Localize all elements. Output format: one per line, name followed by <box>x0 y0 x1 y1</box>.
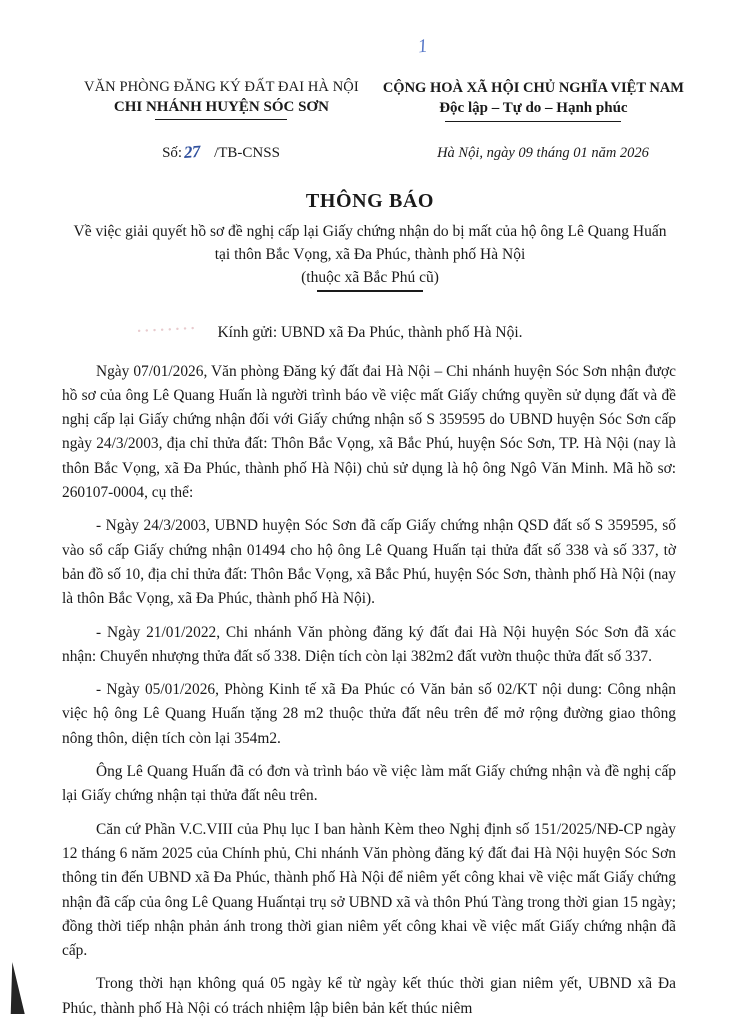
national-heading-block <box>383 78 684 122</box>
document-number-handwritten: 27 <box>183 142 201 163</box>
letterhead <box>56 0 684 122</box>
body-paragraph: Ngày 07/01/2026, Văn phòng Đăng ký đất đai Hà Nội – Chi nhánh huyện Sóc Sơn nhận được hồ sơ của ông Lê Quang Huấn là người trình báo về việc mất Giấy chứng quyền sử dụng đất và đề nghị cấp lại Giấy chứng nhận đối với Giấy chứng nhận số S 359595 do UBND huyện Sóc Sơn cấp ngày 24/3/2003, địa chỉ thửa đất: Thôn Bắc Vọng, xã Bắc Phú, huyện Sóc Sơn, TP. Hà Nội (nay là thôn Bắc Vọng, xã Đa Phúc, thành phố Hà Nội) chủ sử dụng là hộ ông Ngô Văn Minh. Mã hồ sơ: 260107-0004, cụ thể: <box>62 362 676 502</box>
title-parenthetical-wrap <box>56 266 684 291</box>
handwritten-top-mark: 1 <box>416 35 429 58</box>
national-motto: Độc lập – Tự do – Hạnh phúc <box>439 100 628 116</box>
country-name: CỘNG HOÀ XÃ HỘI CHỦ NGHĨA VIỆT NAM <box>382 80 684 96</box>
office-underline <box>155 119 287 120</box>
document-number <box>56 142 386 162</box>
document-number-suffix: /TB-CNSS <box>214 145 280 162</box>
body-paragraph: - Ngày 21/01/2022, Chi nhánh Văn phòng đăng ký đất đai Hà Nội huyện Sóc Sơn đã xác nhận: Chuyển nhượng thửa đất số 338. Diện tích còn lại 382m2 đất vườn thuộc thửa đất số 337. <box>62 623 676 665</box>
document-meta-row <box>56 142 684 162</box>
parenthetical-underline <box>317 290 423 291</box>
document-title: THÔNG BÁO <box>305 190 435 213</box>
office-branch-name: CHI NHÁNH HUYỆN SÓC SƠN <box>113 99 329 115</box>
document-subtitle: Về việc giải quyết hồ sơ đề nghị cấp lại Giấy chứng nhận do bị mất của hộ ông Lê Quang Huấn tại thôn Bắc Vọng, xã Đa Phúc, thành phố Hà Nội <box>73 223 667 264</box>
body-paragraph: - Ngày 24/3/2003, UBND huyện Sóc Sơn đã cấp Giấy chứng nhận QSD đất số S 359595, số vào sổ cấp Giấy chứng nhận 01494 cho hộ ông Lê Quang Huấn tại thửa đất số 338 và số 337, tờ bản đồ số 10, địa chỉ thửa đất: Thôn Bắc Vọng, xã Bắc Phú, huyện Sóc Sơn, thành phố Hà Nội (nay là thôn Bắc Vọng, xã Đa Phúc, thành phố Hà Nội). <box>62 517 676 608</box>
body-paragraph: Ông Lê Quang Huấn đã có đơn và trình báo về việc làm mất Giấy chứng nhận và đề nghị cấp lại Giấy chứng nhận tại thửa đất nêu trên. <box>62 763 676 805</box>
title-parenthetical: (thuộc xã Bắc Phú cũ) <box>301 269 439 287</box>
body-paragraph: Trong thời hạn không quá 05 ngày kể từ ngày kết thúc thời gian niêm yết, UBND xã Đa Phúc, thành phố Hà Nội có trách nhiệm lập biên bản kết thúc niêm <box>62 975 676 1017</box>
issuing-office-block <box>56 78 383 120</box>
body-paragraph: - Ngày 05/01/2026, Phòng Kinh tế xã Đa Phúc có Văn bản số 02/KT nội dung: Công nhận việc hộ ông Lê Quang Huấn tặng 28 m2 thuộc thửa đất nêu trên để mở rộng đường giao thông nông thôn, diện tích còn lại 354m2. <box>62 681 676 747</box>
recipient-line: Kính gửi: UBND xã Đa Phúc, thành phố Hà Nội. <box>217 323 523 341</box>
document-number-label: Số: <box>162 145 183 162</box>
office-parent-name: VĂN PHÒNG ĐĂNG KÝ ĐẤT ĐAI HÀ NỘI <box>84 79 359 95</box>
body-paragraph: Căn cứ Phần V.C.VIII của Phụ lục I ban hành Kèm theo Nghị định số 151/2025/NĐ-CP ngày 12 tháng 6 năm 2025 của Chính phủ, Chi nhánh Văn phòng đăng ký đất đai Hà Nội huyện Sóc Sơn thông tin đến UBND xã Đa Phúc, thành phố Hà Nội để niêm yết công khai về việc mất Giấy chứng nhận đã cấp của ông Lê Quang Huấntại trụ sở UBND xã và thôn Phú Tàng trong thời gian 15 ngày; đồng thời tiếp nhận phản ánh trong thời gian niêm yết công khai về việc mất Giấy chứng nhận đã cấp. <box>62 820 676 960</box>
scan-edge-artifact <box>5 962 24 1014</box>
body-copy <box>56 360 684 1021</box>
faint-stamp-impression: • • • • • • • • <box>137 322 196 336</box>
title-block <box>56 188 684 291</box>
issue-date-line: Hà Nội, ngày 09 tháng 01 năm 2026 <box>437 145 649 162</box>
motto-underline <box>445 121 621 122</box>
